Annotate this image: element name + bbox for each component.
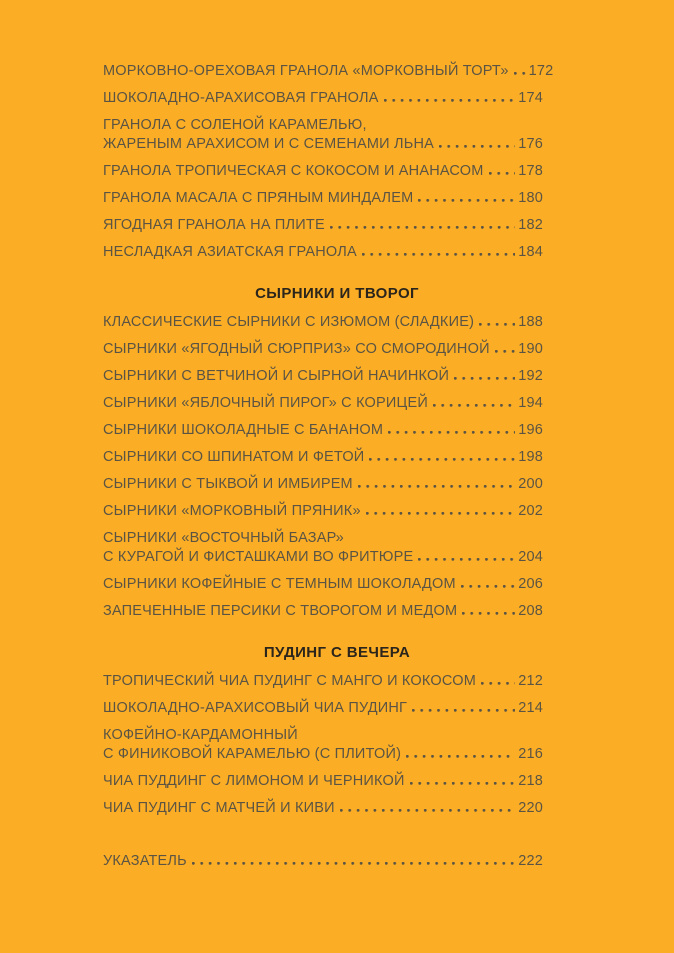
dot-leader [418,199,515,202]
toc-entry [103,529,543,567]
entry-title-line2: С ФИНИКОВОЙ КАРАМЕЛЬЮ (С ПЛИТОЙ) [103,746,402,762]
dot-leader [388,431,515,434]
toc-entry [103,772,543,791]
entry-page-number: 216 [518,746,543,762]
toc-entry [103,502,543,521]
toc-entry [103,216,543,235]
section-header: СЫРНИКИ И ТВОРОГ [255,285,419,302]
entry-title: ЯГОДНАЯ ГРАНОЛА НА ПЛИТЕ [103,217,325,233]
entry-title: ШОКОЛАДНО-АРАХИСОВАЯ ГРАНОЛА [103,90,379,106]
entry-title: ЧИА ПУДДИНГ С ЛИМОНОМ И ЧЕРНИКОЙ [103,773,405,789]
dot-leader [406,755,515,758]
toc-entry [103,448,543,467]
dot-leader [514,72,526,75]
dot-leader [412,709,515,712]
entry-title: СЫРНИКИ ШОКОЛАДНЫЕ С БАНАНОМ [103,422,384,438]
entry-page-number: 196 [518,422,543,438]
dot-leader [340,809,515,812]
entry-page-number: 180 [518,190,543,206]
entry-page-number: 214 [518,700,543,716]
entry-page-number: 220 [518,800,543,816]
dot-leader [433,404,515,407]
entry-title: НЕСЛАДКАЯ АЗИАТСКАЯ ГРАНОЛА [103,244,357,260]
entry-page-number: 182 [518,217,543,233]
toc-entry [103,799,543,818]
toc-section-index [103,852,543,871]
entry-title: СЫРНИКИ С ТЫКВОЙ И ИМБИРЕМ [103,476,353,492]
section-header: ПУДИНГ С ВЕЧЕРА [263,644,411,661]
dot-leader [495,350,516,353]
entry-title: МОРКОВНО-ОРЕХОВАЯ ГРАНОЛА «МОРКОВНЫЙ ТОРТ» [103,63,509,79]
toc-entry [103,313,543,332]
toc-entry [103,243,543,262]
toc-entry [103,162,543,181]
entry-page-number: 200 [518,476,543,492]
entry-title: СЫРНИКИ «МОРКОВНЫЙ ПРЯНИК» [103,503,361,519]
entry-title: ГРАНОЛА МАСАЛА С ПРЯНЫМ МИНДАЛЕМ [103,190,414,206]
entry-title-line1: ГРАНОЛА С СОЛЕНОЙ КАРАМЕЛЬЮ, [103,117,367,133]
dot-leader [462,612,515,615]
toc-entry [103,116,543,154]
toc-entry [103,726,543,764]
toc-entry [103,89,543,108]
dot-leader [330,226,515,229]
entry-page-number: 178 [518,163,543,179]
entry-title: ГРАНОЛА ТРОПИЧЕСКАЯ С КОКОСОМ И АНАНАСОМ [103,163,484,179]
toc-entry [103,602,543,621]
entry-page-number: 208 [518,603,543,619]
entry-page-number: 176 [518,136,543,152]
entry-page-number: 184 [518,244,543,260]
entry-page-number: 198 [518,449,543,465]
dot-leader [489,172,516,175]
entry-page-number: 202 [518,503,543,519]
dot-leader [418,558,515,561]
entry-title: СЫРНИКИ «ЯБЛОЧНЫЙ ПИРОГ» С КОРИЦЕЙ [103,395,428,411]
dot-leader [192,862,515,865]
entry-page-number: 218 [518,773,543,789]
dot-leader [366,512,515,515]
toc-entry [103,421,543,440]
entry-title: ЧИА ПУДИНГ С МАТЧЕЙ И КИВИ [103,800,335,816]
entry-title: ЗАПЕЧЕННЫЕ ПЕРСИКИ С ТВОРОГОМ И МЕДОМ [103,603,458,619]
entry-title: УКАЗАТЕЛЬ [103,853,187,869]
dot-leader [410,782,516,785]
entry-page-number: 204 [518,549,543,565]
toc-entry [103,340,543,359]
entry-page-number: 190 [518,341,543,357]
toc-section-syrniki [103,284,543,621]
entry-title: КЛАССИЧЕСКИЕ СЫРНИКИ С ИЗЮМОМ (СЛАДКИЕ) [103,314,475,330]
entry-page-number: 194 [518,395,543,411]
dot-leader [358,485,515,488]
toc-section-granola [103,62,554,262]
entry-page-number: 222 [518,853,543,869]
dot-leader [454,377,515,380]
entry-page-number: 192 [518,368,543,384]
entry-title: СЫРНИКИ КОФЕЙНЫЕ С ТЕМНЫМ ШОКОЛАДОМ [103,576,456,592]
entry-page-number: 188 [518,314,543,330]
entry-title: СЫРНИКИ СО ШПИНАТОМ И ФЕТОЙ [103,449,365,465]
dot-leader [481,682,515,685]
toc-entry [103,672,543,691]
toc-entry [103,367,543,386]
dot-leader [439,145,515,148]
entry-title: ШОКОЛАДНО-АРАХИСОВЫЙ ЧИА ПУДИНГ [103,700,408,716]
toc-entry [103,575,543,594]
toc-section-puding [103,643,543,818]
toc-entry [103,394,543,413]
entry-title: СЫРНИКИ «ЯГОДНЫЙ СЮРПРИЗ» СО СМОРОДИНОЙ [103,341,490,357]
dot-leader [369,458,515,461]
entry-page-number: 172 [528,63,554,79]
entry-title-line2: ЖАРЕНЫМ АРАХИСОМ И С СЕМЕНАМИ ЛЬНА [103,136,434,152]
dot-leader [384,99,516,102]
entry-page-number: 174 [518,90,543,106]
toc-entry-index [103,852,543,871]
toc-entry [103,62,554,81]
dot-leader [461,585,515,588]
toc-entry [103,699,543,718]
dot-leader [362,253,515,256]
dot-leader [479,323,515,326]
entry-title-line2: С КУРАГОЙ И ФИСТАШКАМИ ВО ФРИТЮРЕ [103,549,414,565]
entry-title: ТРОПИЧЕСКИЙ ЧИА ПУДИНГ С МАНГО И КОКОСОМ [103,673,476,689]
entry-title-line1: СЫРНИКИ «ВОСТОЧНЫЙ БАЗАР» [103,530,344,546]
entry-page-number: 206 [518,576,543,592]
entry-title: СЫРНИКИ С ВЕТЧИНОЙ И СЫРНОЙ НАЧИНКОЙ [103,368,450,384]
toc-entry [103,475,543,494]
entry-page-number: 212 [518,673,543,689]
entry-title-line1: КОФЕЙНО-КАРДАМОННЫЙ [103,727,298,743]
toc-entry [103,189,543,208]
toc-page [103,62,554,879]
